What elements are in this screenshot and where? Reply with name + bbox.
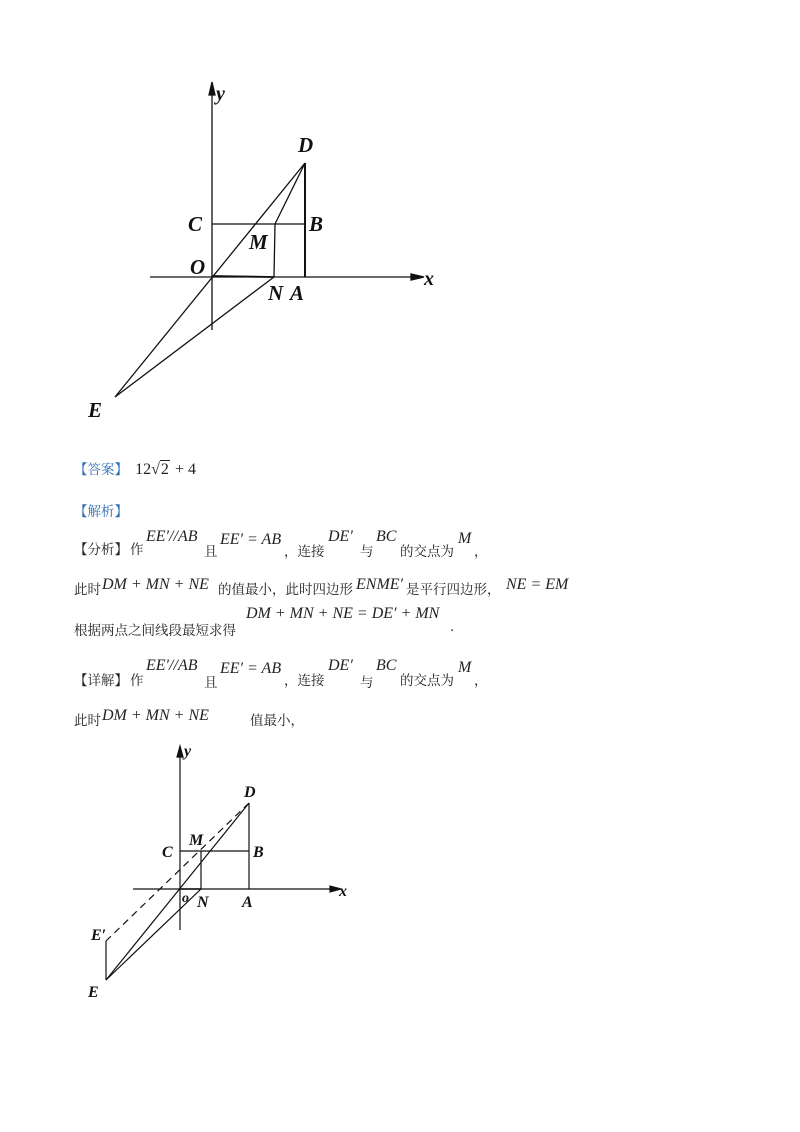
xiangjie-math-2: EE′ = AB [220,660,282,677]
analysis-tag: 【解析】 [74,504,128,520]
fenxi-text-2: 且 [204,544,218,560]
fig2-label-b: B [253,844,264,861]
line5-math-1: DM + MN + NE [102,707,209,724]
label-a: A [290,281,305,305]
line2-text-2: 的值最小，此时四边形 [218,582,353,598]
answer-coefficient: 12 [135,461,152,478]
label-x: x [424,268,434,290]
fig2-label-e: E [88,984,99,1001]
fig2-label-c: C [162,844,173,861]
label-d: D [298,133,314,157]
line2-math-3: NE = EM [506,576,569,593]
label-y: y [216,83,225,105]
fig2-y-axis-arrow [177,746,183,757]
line3-text-2: . [450,619,455,635]
fig2-label-o: o [182,891,189,906]
xiangjie-text-2: 且 [204,675,218,691]
xiangjie-math-3: DE′ [328,657,353,674]
xiangjie-text-5: 的交点为 [400,673,454,689]
fenxi-math-1: EE′//AB [146,528,198,545]
fenxi-math-5: M [458,530,472,547]
label-o: O [190,255,206,279]
fig2-dashed-dep [106,803,249,941]
fenxi-text-5: 的交点为 [400,544,454,560]
xiangjie-math-5: M [458,659,472,676]
fenxi-math-3: DE′ [328,528,353,545]
line2-text-3: 是平行四边形， [406,582,501,598]
xiangjie-math-1: EE′//AB [146,657,198,674]
line3-math-1: DM + MN + NE = DE′ + MN [246,605,440,622]
answer-tag: 【答案】 [74,462,128,478]
label-n: N [268,281,284,305]
xiangjie-text-3: ，连接 [284,673,325,689]
fig2-label-m: M [189,832,204,849]
fenxi-text-4: 与 [360,544,374,560]
label-b: B [309,212,324,236]
fig2-segment-de [106,803,249,980]
fenxi-text-1: 作 [130,542,144,558]
fenxi-tag: 【分析】 [74,542,128,558]
xiangjie-tag: 【详解】 [74,673,128,689]
fig2-label-y: y [184,743,192,760]
xiangjie-text-6: ， [474,673,488,689]
line2-math-1: DM + MN + NE [102,576,209,593]
fig2-label-n: N [197,894,209,911]
line5-text-2: 值最小， [250,713,304,729]
xiangjie-math-4: BC [376,657,397,674]
fenxi-text-6: ， [474,544,488,560]
fig2-label-eprime: E′ [91,927,107,944]
sqrt-symbol: √ [151,461,160,478]
fenxi-math-4: BC [376,528,397,545]
xiangjie-text-4: 与 [360,675,374,691]
fig2-label-d: D [244,784,256,801]
label-c: C [188,212,203,236]
fenxi-text-3: ，连接 [284,544,325,560]
fig2-label-a: A [242,894,253,911]
label-e: E [88,398,103,422]
fenxi-math-2: EE′ = AB [220,531,282,548]
line2-math-2: ENME′ [356,576,404,593]
label-m: M [249,230,268,254]
line3-text-1: 根据两点之间线段最短求得 [74,623,236,639]
fig2-label-x: x [339,883,347,900]
line2-text-1: 此时 [74,582,101,598]
xiangjie-text-1: 作 [130,673,144,689]
answer-tail: + 4 [174,461,196,478]
line5-text-1: 此时 [74,713,101,729]
answer-radicand: 2 [160,461,169,478]
